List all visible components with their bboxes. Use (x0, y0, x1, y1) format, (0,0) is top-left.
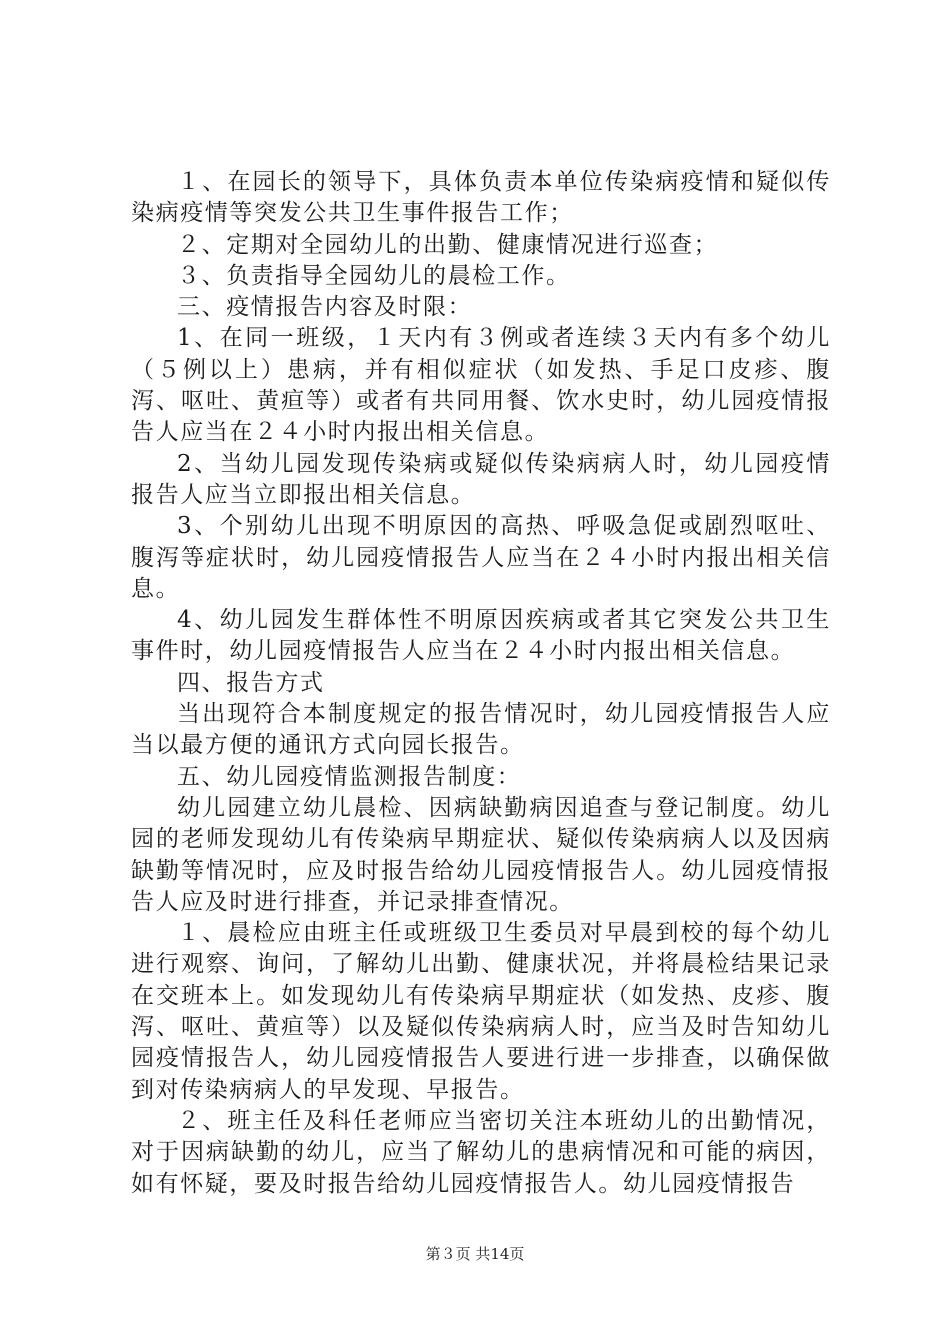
page-number-label: 第３页 共14页 (425, 1245, 525, 1263)
paragraph: 3、个别幼儿出现不明原因的高热、呼吸急促或剧烈呕吐、腹泻等症状时，幼儿园疫情报告人应当在２４小时内报出相关信息。 (131, 513, 831, 602)
paragraph: 五、幼儿园疫情监测报告制度： (177, 763, 522, 790)
paragraph: ２、定期对全园幼儿的出勤、健康情况进行巡查； (177, 231, 719, 258)
paragraph: 1、在同一班级，１天内有３例或者连续３天内有多个幼儿（５例以上）患病，并有相似症状（如发热、手足口皮疹、腹泻、呕吐、黄疸等）或者有共同用餐、饮水史时，幼儿园疫情报告人应当在２４小时内报出相关信息。 (131, 325, 831, 446)
paragraph: ２、班主任及科任老师应当密切关注本班幼儿的出勤情况，对于因病缺勤的幼儿，应当了解幼儿的患病情况和可能的病因，如有怀疑，要及时报告给幼儿园疫情报告人。幼儿园疫情报告 (131, 1107, 831, 1197)
paragraph: １、在园长的领导下，具体负责本单位传染病疫情和疑似传染病疫情等突发公共卫生事件报告工作； (131, 169, 831, 227)
paragraph: 当出现符合本制度规定的报告情况时，幼儿园疫情报告人应当以最方便的通讯方式向园长报告。 (131, 701, 831, 759)
paragraph: 幼儿园建立幼儿晨检、因病缺勤病因追查与登记制度。幼儿园的老师发现幼儿有传染病早期症状、疑似传染病病人以及因病缺勤等情况时，应及时报告给幼儿园疫情报告人。幼儿园疫情报告人应及时进行排查，并记录排查情况。 (131, 794, 831, 915)
page-footer (0, 1243, 950, 1264)
paragraph: 四、报告方式 (177, 669, 325, 696)
paragraph: 2、当幼儿园发现传染病或疑似传染病病人时，幼儿园疫情报告人应当立即报出相关信息。 (131, 450, 831, 508)
document-body (131, 167, 831, 1200)
paragraph: 三、疫情报告内容及时限： (177, 294, 473, 321)
paragraph: ３、负责指导全园幼儿的晨检工作。 (177, 262, 571, 289)
paragraph: 4、幼儿园发生群体性不明原因疾病或者其它突发公共卫生事件时，幼儿园疫情报告人应当在２４小时内报出相关信息。 (131, 607, 831, 665)
paragraph: １、晨检应由班主任或班级卫生委员对早晨到校的每个幼儿进行观察、询问，了解幼儿出勤、健康状况，并将晨检结果记录在交班本上。如发现幼儿有传染病早期症状（如发热、皮疹、腹泻、呕吐、黄疸等）以及疑似传染病病人时，应当及时告知幼儿园疫情报告人，幼儿园疫情报告人要进行进一步排查，以确保做到对传染病病人的早发现、早报告。 (131, 920, 831, 1103)
